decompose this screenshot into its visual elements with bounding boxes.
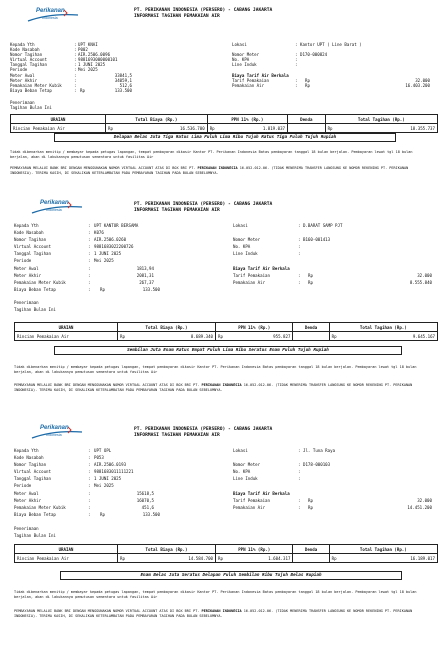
colon: : [88, 266, 91, 271]
value-meter-akhir: 16070,5 [136, 498, 154, 503]
cell-ppn-value: 1.819.037 [262, 125, 285, 131]
col-total-tagihan: Total Tagihan (Rp.) [325, 115, 437, 124]
value-kepada: UPT OPL [94, 448, 112, 453]
colon: : [88, 455, 91, 460]
payment-note: Tidak dibenarkan menitip / membayar kepada petugas lapangan, tempat pembayaran dikasir Kantor PT. Perikanan Indonesia Batas pembayaran tanggal 18 bulan berjalan. Pembayaran lewat tgl 18 bulan berjalan, akan di lakukannya pemutusan sementara untuk fasilitas Air [14, 590, 417, 599]
value-lokasi: Jl. Tuna Raya [303, 448, 336, 453]
colon: : [88, 244, 91, 249]
label-tanggal: Tanggal Tagihan [10, 62, 47, 67]
colon: : [88, 287, 91, 292]
colon: : [88, 505, 91, 510]
colon: : [74, 67, 77, 72]
cell-total-tagihan [329, 332, 437, 341]
label-nomor-tagihan: Nomor Tagihan [10, 52, 43, 57]
bank-note [14, 383, 434, 392]
colon: : [88, 448, 91, 453]
label-kode: Kode Nasabah [14, 455, 44, 460]
value-tanggal: 1 JUNI 2025 [94, 476, 122, 481]
bank-note [10, 166, 430, 175]
bank-note-c: 16-052-012-06. (TIDAK MENERIMA TRANSFER LANGSUNG KE NOMOR REKENING PT. PERIKANAN INDONESIA). TERIMA KASIH, DI SEKALIKAN KETERLAMBATAN PADA PEMBAYARAN TAGIHAN PADA BULAN SEBELUMNYA. [10, 166, 409, 175]
value-lokasi: Kantor UPT ( Line Barat ) [300, 42, 362, 47]
label-va: Virtual Account [10, 57, 47, 62]
label-beban: Biaya Beban Tetap [14, 512, 56, 517]
bill-header [0, 423, 446, 447]
value-tanggal: 1 JUNI 2025 [94, 251, 122, 256]
label-periode: Periode [14, 258, 32, 263]
rp: Rp [305, 78, 310, 83]
payment-note: Tidak dibenarkan menitip / membayar kepada petugas lapangan, tempat pembayaran dikasir Kantor PT. Perikanan Indonesia Batas pembayaran tanggal 18 bulan berjalan. Pembayaran lewat tgl 18 bulan berjalan, akan di lakukannya pemutusan sementara untuk fasilitas Air [14, 365, 417, 374]
label-tarif-pemakaian: Tarif Pemakaian [232, 78, 269, 83]
value-va: 9881683022200726 [94, 244, 134, 249]
colon: : [74, 73, 77, 78]
cell-ppn [207, 124, 287, 133]
company-title: PT. PERIKANAN INDONESIA (PERSERO) - CABANG JAKARTA [134, 8, 273, 13]
rp: Rp [218, 555, 223, 561]
value-kode: P002 [78, 47, 88, 52]
value-beban: 133.500 [114, 88, 132, 93]
colon: : [74, 88, 77, 93]
colon: : [298, 237, 301, 242]
label-tanggal: Tanggal Tagihan [14, 476, 51, 481]
rp: Rp [100, 512, 105, 517]
value-kepada: UPT KANTOR BERSAMA [94, 223, 139, 228]
colon: : [88, 258, 91, 263]
value-pemakaian-air: 8.555.840 [409, 280, 432, 285]
table-row [15, 332, 438, 341]
colon: : [88, 469, 91, 474]
rp: Rp [308, 505, 313, 510]
col-denda: Denda [293, 545, 329, 554]
col-total-biaya: Total Biaya (Rp.) [118, 545, 216, 554]
label-pemakaian-air: Pemakaian Air [233, 280, 266, 285]
label-meter-awal: Meter Awal [14, 491, 39, 496]
colon: : [88, 476, 91, 481]
colon: : [295, 62, 298, 67]
colon: : [88, 483, 91, 488]
document-title: INFORMASI TAGIHAN PEMAKAIAN AIR [134, 208, 220, 213]
col-ppn: PPN 11% (Rp.) [216, 323, 293, 332]
logo-sub: Indonesia [46, 208, 62, 212]
colon: : [88, 280, 91, 285]
colon: : [298, 462, 301, 467]
label-meter-akhir: Meter Akhir [10, 78, 38, 83]
colon: : [298, 469, 301, 474]
label-nomor-meter: Nomor Meter [233, 462, 261, 467]
label-pemakaian: Pemakaian Meter Kubik [14, 280, 66, 285]
logo-sub: Indonesia [42, 16, 58, 20]
logo-name: Perikanan [40, 425, 69, 431]
colon: : [88, 498, 91, 503]
bank-note-a: PEMBAYARAN MELALUI BANK BRI DENGAN MENGGUNAKAN NOMOR VIRTUAL ACCOUNT ATAS DI BOX BRI PT. [10, 166, 198, 170]
col-ppn: PPN 11% (Rp.) [207, 115, 287, 124]
colon: : [74, 57, 77, 62]
colon: : [88, 223, 91, 228]
colon: : [88, 237, 91, 242]
colon: : [88, 230, 91, 235]
cell-uraian: Rincian Pemakaian Air [15, 554, 118, 563]
bill-2 [0, 195, 446, 415]
label-periode: Periode [14, 483, 32, 488]
label-kode: Kode Nasabah [14, 230, 44, 235]
value-nomor-tagihan: AIR.2506.0193 [94, 462, 127, 467]
label-biaya-tarif: Biaya Tarif Air Berkala [233, 491, 290, 496]
value-va: 9881693000000101 [78, 57, 118, 62]
col-total-tagihan: Total Tagihan (Rp.) [329, 545, 437, 554]
col-denda: Denda [293, 323, 329, 332]
value-kepada: UPT KNAI [78, 42, 98, 47]
rp: Rp [308, 273, 313, 278]
label-no-kpa: No. KPA [233, 244, 251, 249]
colon: : [298, 505, 301, 510]
rp: Rp [209, 125, 215, 131]
value-beban: 133.500 [142, 512, 160, 517]
bill-table [10, 114, 438, 133]
colon: : [74, 52, 77, 57]
col-uraian: URAIAN [15, 323, 118, 332]
logo-sub: Indonesia [46, 433, 62, 437]
company-title: PT. PERIKANAN INDONESIA (PERSERO) - CABANG JAKARTA [134, 202, 273, 207]
value-tarif: 32.000 [415, 78, 430, 83]
value-pemakaian-air: 14.451.200 [407, 505, 432, 510]
bill-1 [0, 0, 446, 190]
colon: : [298, 244, 301, 249]
label-nomor-meter: Nomor Meter [233, 237, 261, 242]
col-total-biaya: Total Biaya (Rp.) [106, 115, 208, 124]
colon: : [298, 476, 301, 481]
cell-ppn-value: 955.827 [273, 333, 291, 339]
logo-name: Perikanan [36, 8, 65, 14]
label-line-induk: Line Induk [232, 62, 257, 67]
rp: Rp [108, 125, 113, 131]
company-logo [28, 198, 86, 220]
label-nomor-tagihan: Nomor Tagihan [14, 237, 47, 242]
value-pemakaian: 267,37 [139, 280, 154, 285]
cell-total-tagihan-value: 9.645.167 [412, 333, 435, 339]
amount-in-words: Delapan Belas Juta Tiga Ratus Lima Puluh Lima Ribu Tujuh Ratus Tiga Puluh Tujuh Rupiah [54, 133, 396, 142]
cell-ppn [216, 554, 293, 563]
value-pemakaian-air: 16.403.200 [405, 83, 430, 88]
document-title: INFORMASI TAGIHAN PEMAKAIAN AIR [134, 433, 220, 438]
value-kode: K076 [94, 230, 104, 235]
rp: Rp [80, 88, 85, 93]
col-uraian: URAIAN [15, 545, 118, 554]
bill-table [14, 544, 438, 563]
colon: : [298, 223, 301, 228]
label-biaya-tarif: Biaya Tarif Air Berkala [233, 266, 290, 271]
label-meter-awal: Meter Awal [10, 73, 35, 78]
value-nomor-meter: B160-001413 [303, 237, 331, 242]
label-va: Virtual Account [14, 469, 51, 474]
bank-note-c: 16-052-012-06. (TIDAK MENERIMA TRANSFER LANGSUNG KE NOMOR REKENING PT. PERIKANAN INDONESIA). TERIMA KASIH, DI SEKALIKAN KETERLAMBATAN PADA PEMBAYARAN TAGIHAN PADA BULAN SEBELUMNYA. [14, 383, 413, 392]
document-title: INFORMASI TAGIHAN PEMAKAIAN AIR [134, 14, 220, 19]
colon: : [295, 57, 298, 62]
col-denda: Denda [288, 115, 326, 124]
colon: : [74, 83, 77, 88]
label-biaya-tarif: Biaya Tarif Air Berkala [232, 73, 289, 78]
value-meter-awal: 15618,5 [136, 491, 154, 496]
cell-ppn-value: 1.604.317 [268, 555, 291, 561]
label-lokasi: Lokasi [233, 448, 248, 453]
col-ppn: PPN 11% (Rp.) [216, 545, 293, 554]
value-va: 9881683011111221 [94, 469, 134, 474]
cell-total-tagihan-value: 16.189.017 [410, 555, 435, 561]
colon: : [88, 462, 91, 467]
col-total-tagihan: Total Tagihan (Rp.) [329, 323, 437, 332]
company-title: PT. PERIKANAN INDONESIA (PERSERO) - CABANG JAKARTA [134, 427, 273, 432]
value-meter-akhir: 2081,31 [136, 273, 154, 278]
cell-total-biaya-value: 16.536.700 [180, 125, 205, 131]
rp: Rp [305, 83, 310, 88]
colon: : [298, 280, 301, 285]
company-logo [24, 6, 82, 28]
rp: Rp [308, 280, 313, 285]
label-tagihan-bulan-ini: Tagihan Bulan Ini [14, 307, 56, 312]
bill-3 [0, 420, 446, 651]
col-total-biaya: Total Biaya (Rp.) [118, 323, 216, 332]
label-meter-akhir: Meter Akhir [14, 273, 42, 278]
colon: : [295, 83, 298, 88]
label-tagihan-bulan-ini: Tagihan Bulan Ini [10, 105, 52, 110]
colon: : [298, 498, 301, 503]
rp: Rp [120, 333, 125, 339]
label-nomor-meter: Nomor Meter [232, 52, 260, 57]
value-tanggal: 1 JUNI 2025 [78, 62, 106, 67]
value-periode: Mei 2025 [94, 483, 114, 488]
table-row [15, 554, 438, 563]
value-periode: Mei 2025 [94, 258, 114, 263]
label-lokasi: Lokasi [233, 223, 248, 228]
rp: Rp [218, 333, 223, 339]
bank-note-b: PERIKANAN INDONESIA [201, 609, 242, 613]
value-nomor-meter: D170-000824 [300, 52, 328, 57]
amount-in-words: Enam Belas Juta Seratus Delapan Puluh Sembilan Ribu Tujuh Belas Rupiah [60, 571, 402, 580]
label-penerimaan: Penerimaan [14, 526, 39, 531]
cell-total-tagihan [329, 554, 437, 563]
colon: : [295, 42, 298, 47]
cell-total-biaya-value: 8.689.340 [190, 333, 214, 339]
value-meter-awal: 1813,94 [136, 266, 154, 271]
value-periode: Mei 2025 [78, 67, 98, 72]
company-logo [28, 423, 86, 445]
label-no-kpa: No. KPA [232, 57, 250, 62]
rp: Rp [100, 287, 105, 292]
label-pemakaian-air: Pemakaian Air [232, 83, 265, 88]
label-kepada: Kepada Yth [14, 223, 39, 228]
label-kode: Kode Nasabah [10, 47, 40, 52]
cell-total-tagihan [325, 124, 437, 133]
label-tarif-pemakaian: Tarif Pemakaian [233, 273, 270, 278]
label-beban: Biaya Beban Tetap [14, 287, 56, 292]
value-pemakaian: 512,6 [119, 83, 132, 88]
cell-uraian: Rincian Pemakaian Air [15, 332, 118, 341]
rp: Rp [327, 125, 333, 131]
bank-note-a: PEMBAYARAN MELALUI BANK BRI DENGAN MENGGUNAKAN NOMOR VIRTUAL ACCOUNT ATAS DI BOX BRI PT. [14, 609, 202, 613]
bill-header [0, 6, 446, 30]
value-nomor-meter: D178-000103 [303, 462, 331, 467]
value-nomor-tagihan: AIR.2506.0260 [94, 237, 127, 242]
colon: : [74, 62, 77, 67]
colon: : [74, 47, 77, 52]
label-tagihan-bulan-ini: Tagihan Bulan Ini [14, 533, 56, 538]
bill-header [0, 198, 446, 222]
value-nomor-tagihan: AIR.2506.0096 [78, 52, 111, 57]
label-lokasi: Lokasi [232, 42, 247, 47]
colon: : [74, 78, 77, 83]
rp: Rp [308, 498, 313, 503]
value-beban: 133.500 [142, 287, 160, 292]
amount-in-words: Sembilan Juta Enam Ratus Empat Puluh Lima Ribu Seratus Enam Puluh Tujuh Rupiah [54, 346, 402, 355]
cell-total-biaya-value: 14.584.700 [188, 555, 214, 561]
logo-name: Perikanan [40, 200, 69, 206]
cell-uraian: Rincian Pemakaian Air [11, 124, 106, 133]
colon: : [295, 78, 298, 83]
rp: Rp [331, 333, 337, 339]
label-pemakaian-air: Pemakaian Air [233, 505, 266, 510]
col-uraian: URAIAN [11, 115, 106, 124]
table-row [11, 124, 438, 133]
bank-note-b: PERIKANAN INDONESIA [197, 166, 238, 170]
cell-total-biaya [106, 124, 208, 133]
cell-ppn [216, 332, 293, 341]
label-pemakaian: Pemakaian Meter Kubik [14, 505, 66, 510]
label-line-induk: Line Induk [233, 251, 258, 256]
cell-total-biaya [118, 332, 216, 341]
bank-note-b: PERIKANAN INDONESIA [201, 383, 242, 387]
label-beban: Biaya Beban Tetap [10, 88, 52, 93]
label-va: Virtual Account [14, 244, 51, 249]
label-pemakaian: Pemakaian Meter Kubik [10, 83, 62, 88]
value-meter-awal: 33841,5 [114, 73, 132, 78]
label-periode: Periode [10, 67, 28, 72]
rp: Rp [120, 555, 125, 561]
colon: : [88, 491, 91, 496]
colon: : [74, 42, 77, 47]
label-no-kpa: No. KPA [233, 469, 251, 474]
label-meter-awal: Meter Awal [14, 266, 39, 271]
cell-denda [288, 124, 326, 133]
label-tarif-pemakaian: Tarif Pemakaian [233, 498, 270, 503]
label-kepada: Kepada Yth [10, 42, 35, 47]
colon: : [298, 251, 301, 256]
label-kepada: Kepada Yth [14, 448, 39, 453]
value-kode: P053 [94, 455, 104, 460]
cell-denda [293, 554, 329, 563]
cell-denda [293, 332, 329, 341]
colon: : [298, 273, 301, 278]
label-penerimaan: Penerimaan [10, 100, 35, 105]
value-meter-akhir: 34059,1 [114, 78, 132, 83]
bank-note [14, 609, 434, 618]
label-meter-akhir: Meter Akhir [14, 498, 42, 503]
value-tarif: 32.000 [417, 498, 432, 503]
cell-total-biaya [118, 554, 216, 563]
payment-note: Tidak dibenarkan menitip / membayar kepada petugas lapangan, tempat pembayaran dikasir Kantor PT. Perikanan Indonesia Batas pembayaran tanggal 18 bulan berjalan. Pembayaran lewat tgl 18 bulan berjalan, akan di lakukannya pemutusan sementara untuk fasilitas Air [10, 150, 413, 159]
label-tanggal: Tanggal Tagihan [14, 251, 51, 256]
value-pemakaian: 451,6 [141, 505, 154, 510]
value-lokasi: D.BARAT SAMP PJT [303, 223, 343, 228]
bank-note-c: 16-052-012-06. (TIDAK MENERIMA TRANSFER LANGSUNG KE NOMOR REKENING PT. PERIKANAN INDONESIA). TERIMA KASIH, DI SEKALIKAN KETERLAMBATAN PADA PEMBAYARAN TAGIHAN PADA BULAN SEBELUMNYA. [14, 609, 413, 618]
label-penerimaan: Penerimaan [14, 300, 39, 305]
label-line-induk: Line Induk [233, 476, 258, 481]
colon: : [88, 512, 91, 517]
rp: Rp [331, 555, 337, 561]
colon: : [88, 273, 91, 278]
colon: : [88, 251, 91, 256]
colon: : [295, 52, 298, 57]
bank-note-a: PEMBAYARAN MELALUI BANK BRI DENGAN MENGGUNAKAN NOMOR VIRTUAL ACCOUNT ATAS DI BOX BRI PT. [14, 383, 202, 387]
cell-total-tagihan-value: 18.355.737 [410, 125, 435, 131]
label-nomor-tagihan: Nomor Tagihan [14, 462, 47, 467]
value-tarif: 32.000 [417, 273, 432, 278]
bill-table [14, 322, 438, 341]
colon: : [298, 448, 301, 453]
